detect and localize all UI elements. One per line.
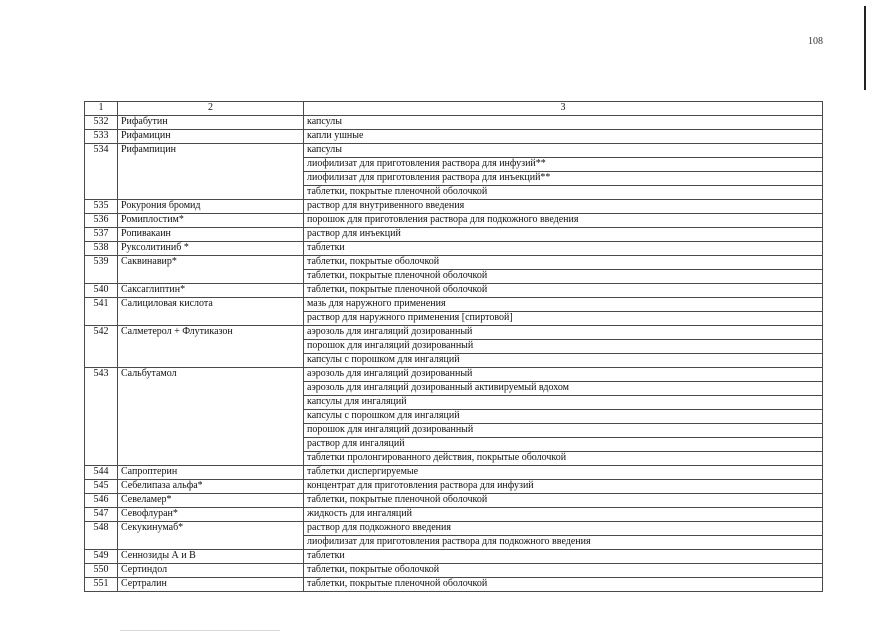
table-row [85,200,823,214]
dosage-form-cell: таблетки, покрытые оболочкой [304,256,823,270]
drug-name-cell: Себелипаза альфа* [118,480,304,494]
table-row [85,550,823,564]
table-row [85,368,823,382]
drug-name-cell: Сеннозиды А и В [118,550,304,564]
scan-edge-line [864,6,866,90]
table-header-row [85,102,823,116]
row-number-cell: 550 [85,564,118,578]
dosage-form-cell: жидкость для ингаляций [304,508,823,522]
table-row [85,116,823,130]
dosage-form-cell: капсулы [304,116,823,130]
drug-name-cell: Ропивакаин [118,228,304,242]
dosage-form-cell: капсулы [304,144,823,158]
dosage-form-cell: таблетки, покрытые пленочной оболочкой [304,270,823,284]
dosage-form-cell: концентрат для приготовления раствора для инфузий [304,480,823,494]
drug-name-cell: Рифабутин [118,116,304,130]
table-row [85,298,823,312]
row-number-cell: 532 [85,116,118,130]
table-row [85,228,823,242]
dosage-form-cell: капсулы с порошком для ингаляций [304,354,823,368]
table-row [85,578,823,592]
drug-name-cell: Сальбутамол [118,368,304,466]
dosage-form-cell: лиофилизат для приготовления раствора для инъекций** [304,172,823,186]
row-number-cell: 547 [85,508,118,522]
row-number-cell: 544 [85,466,118,480]
row-number-cell: 539 [85,256,118,284]
drug-name-cell: Сапроптерин [118,466,304,480]
dosage-form-cell: раствор для внутривенного введения [304,200,823,214]
dosage-form-cell: лиофилизат для приготовления раствора для инфузий** [304,158,823,172]
row-number-cell: 542 [85,326,118,368]
drug-name-cell: Рокурония бромид [118,200,304,214]
scan-artifact [120,630,280,631]
dosage-form-cell: мазь для наружного применения [304,298,823,312]
row-number-cell: 538 [85,242,118,256]
dosage-form-cell: порошок для приготовления раствора для подкожного введения [304,214,823,228]
drug-name-cell: Руксолитиниб * [118,242,304,256]
dosage-form-cell: лиофилизат для приготовления раствора для подкожного введения [304,536,823,550]
table-row [85,214,823,228]
drug-name-cell: Рифампицин [118,144,304,200]
row-number-cell: 533 [85,130,118,144]
table-body [85,102,823,592]
row-number-cell: 548 [85,522,118,550]
row-number-cell: 546 [85,494,118,508]
table-row [85,284,823,298]
dosage-form-cell: раствор для подкожного введения [304,522,823,536]
drug-name-cell: Сертралин [118,578,304,592]
drug-table [84,101,823,592]
table-row [85,256,823,270]
dosage-form-cell: капли ушные [304,130,823,144]
table-row [85,242,823,256]
dosage-form-cell: таблетки [304,550,823,564]
dosage-form-cell: таблетки диспергируемые [304,466,823,480]
table-row [85,508,823,522]
table-row [85,144,823,158]
dosage-form-cell: таблетки [304,242,823,256]
header-cell-forms: 3 [304,102,823,116]
table-row [85,466,823,480]
drug-name-cell: Севеламер* [118,494,304,508]
dosage-form-cell: аэрозоль для ингаляций дозированный [304,326,823,340]
drug-name-cell: Секукинумаб* [118,522,304,550]
dosage-form-cell: таблетки, покрытые пленочной оболочкой [304,284,823,298]
dosage-form-cell: аэрозоль для ингаляций дозированный [304,368,823,382]
row-number-cell: 540 [85,284,118,298]
drug-name-cell: Рифамицин [118,130,304,144]
dosage-form-cell: таблетки пролонгированного действия, покрытые оболочкой [304,452,823,466]
table-row [85,494,823,508]
dosage-form-cell: раствор для наружного применения [спиртовой] [304,312,823,326]
drug-name-cell: Салициловая кислота [118,298,304,326]
page-number: 108 [808,36,823,47]
row-number-cell: 543 [85,368,118,466]
dosage-form-cell: раствор для инъекций [304,228,823,242]
dosage-form-cell: таблетки, покрытые пленочной оболочкой [304,578,823,592]
drug-name-cell: Салметерол + Флутиказон [118,326,304,368]
dosage-form-cell: таблетки, покрытые пленочной оболочкой [304,186,823,200]
row-number-cell: 541 [85,298,118,326]
row-number-cell: 545 [85,480,118,494]
dosage-form-cell: капсулы для ингаляций [304,396,823,410]
dosage-form-cell: порошок для ингаляций дозированный [304,340,823,354]
dosage-form-cell: раствор для ингаляций [304,438,823,452]
drug-name-cell: Сертиндол [118,564,304,578]
row-number-cell: 536 [85,214,118,228]
dosage-form-cell: аэрозоль для ингаляций дозированный активируемый вдохом [304,382,823,396]
header-cell-number: 1 [85,102,118,116]
drug-name-cell: Саквинавир* [118,256,304,284]
dosage-form-cell: порошок для ингаляций дозированный [304,424,823,438]
table-row [85,480,823,494]
drug-name-cell: Ромиплостим* [118,214,304,228]
row-number-cell: 551 [85,578,118,592]
row-number-cell: 549 [85,550,118,564]
drug-name-cell: Саксаглиптин* [118,284,304,298]
table-row [85,326,823,340]
dosage-form-cell: капсулы с порошком для ингаляций [304,410,823,424]
dosage-form-cell: таблетки, покрытые оболочкой [304,564,823,578]
row-number-cell: 534 [85,144,118,200]
row-number-cell: 535 [85,200,118,214]
dosage-form-cell: таблетки, покрытые пленочной оболочкой [304,494,823,508]
table-row [85,130,823,144]
row-number-cell: 537 [85,228,118,242]
table-row [85,564,823,578]
table-row [85,522,823,536]
drug-name-cell: Севофлуран* [118,508,304,522]
header-cell-name: 2 [118,102,304,116]
